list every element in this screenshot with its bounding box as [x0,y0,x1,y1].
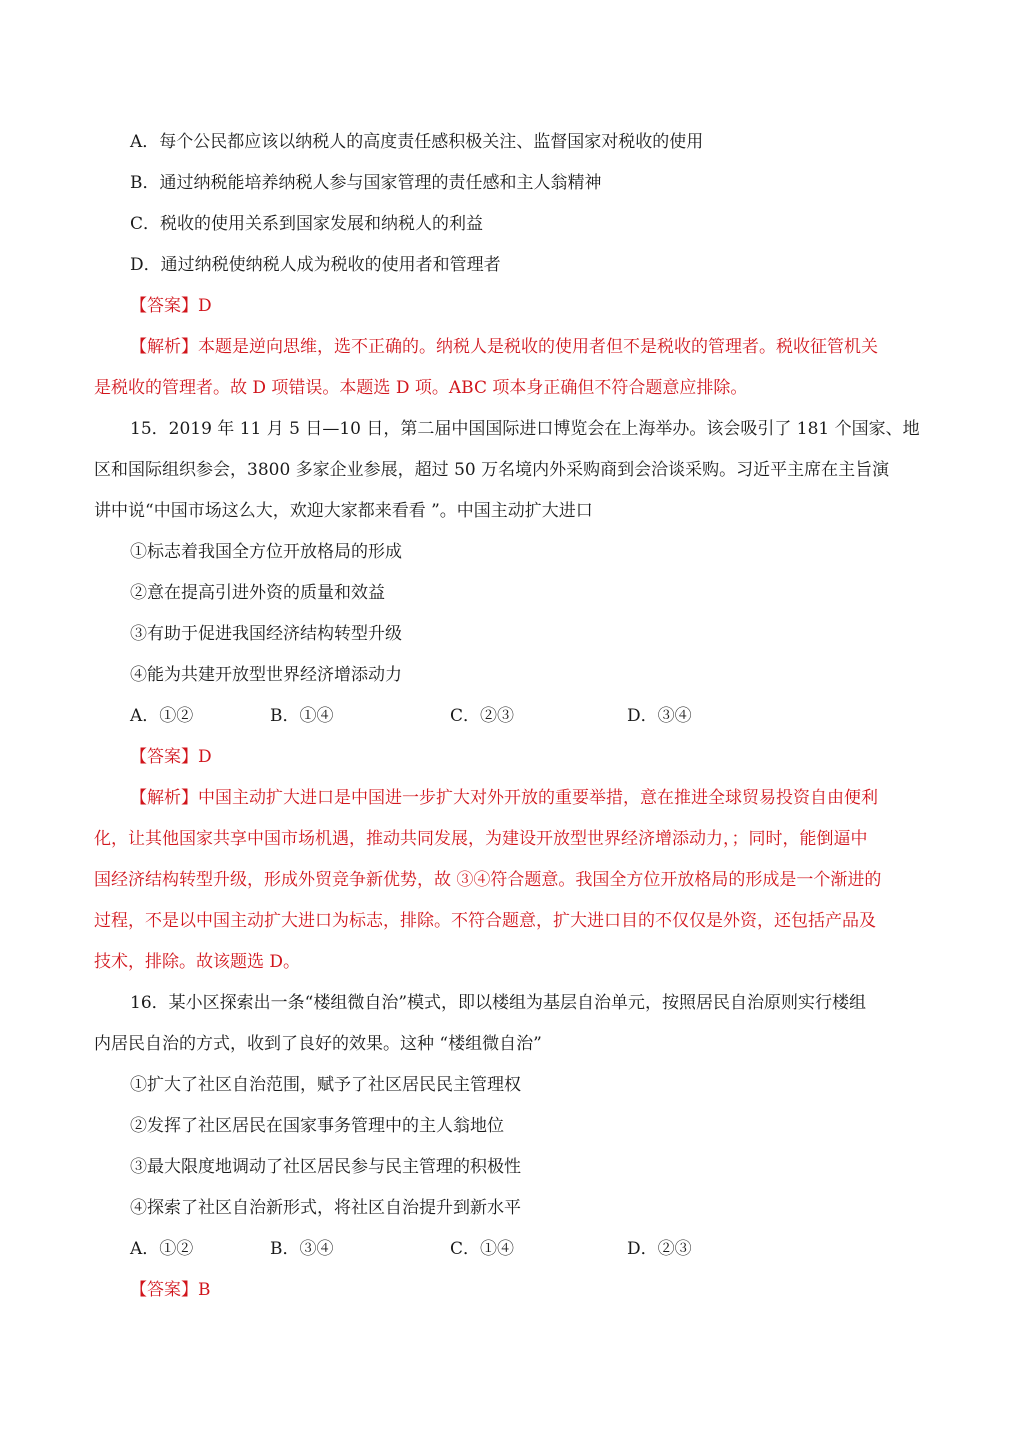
q14-option-c: C．税收的使用关系到国家发展和纳税人的利益 [130,214,484,234]
q15-item-2: ②意在提高引进外资的质量和效益 [130,583,385,603]
q15-analysis-line-5: 技术，排除。故该题选 D。 [94,952,301,972]
q16-stem-line-1: 16．某小区探索出一条“楼组微自治”模式，即以楼组为基层自治单元，按照居民自治原则实行楼组 [130,993,867,1013]
q15-stem-line-2: 区和国际组织参会，3800 多家企业参展，超过 50 万名境内外采购商到会洽谈采购。习近平主席在主旨演 [94,460,890,480]
q15-analysis-line-1: 【解析】中国主动扩大进口是中国进一步扩大对外开放的重要举措，意在推进全球贸易投资自由便利 [130,788,878,808]
q15-item-1: ①标志着我国全方位开放格局的形成 [130,542,402,562]
q16-answer: 【答案】B [130,1280,211,1300]
q15-choice-a: A．①② [130,706,194,726]
q16-choice-c: C．①④ [450,1239,515,1259]
q15-choice-b: B．①④ [270,706,334,726]
q16-choice-b: B．③④ [270,1239,334,1259]
q15-stem-line-3: 讲中说“中国市场这么大，欢迎大家都来看看 ”。中国主动扩大进口 [94,501,593,521]
q14-analysis-line-2: 是税收的管理者。故 D 项错误。本题选 D 项。ABC 项本身正确但不符合题意应排除。 [94,378,748,398]
q16-choice-a: A．①② [130,1239,194,1259]
q14-option-d: D．通过纳税使纳税人成为税收的使用者和管理者 [130,255,501,275]
q16-stem-line-2: 内居民自治的方式，收到了良好的效果。这种 “楼组微自治” [94,1034,542,1054]
q15-item-3: ③有助于促进我国经济结构转型升级 [130,624,402,644]
q16-item-3: ③最大限度地调动了社区居民参与民主管理的积极性 [130,1157,521,1177]
q15-stem-line-1: 15．2019 年 11 月 5 日—10 日，第二届中国国际进口博览会在上海举办。该会吸引了 181 个国家、地 [130,419,920,439]
q15-analysis-line-3: 国经济结构转型升级，形成外贸竞争新优势，故 ③④符合题意。我国全方位开放格局的形成是一个渐进的 [94,870,882,890]
q14-analysis-line-1: 【解析】本题是逆向思维，选不正确的。纳税人是税收的使用者但不是税收的管理者。税收征管机关 [130,337,878,357]
q15-analysis-line-4: 过程，不是以中国主动扩大进口为标志，排除。不符合题意，扩大进口目的不仅仅是外资，还包括产品及 [94,911,876,931]
q16-item-1: ①扩大了社区自治范围，赋予了社区居民民主管理权 [130,1075,521,1095]
q15-answer: 【答案】D [130,747,212,767]
q16-item-2: ②发挥了社区居民在国家事务管理中的主人翁地位 [130,1116,504,1136]
q15-choice-d: D．③④ [627,706,692,726]
q16-choice-d: D．②③ [627,1239,692,1259]
q16-item-4: ④探索了社区自治新形式，将社区自治提升到新水平 [130,1198,521,1218]
q15-choice-c: C．②③ [450,706,515,726]
q14-option-b: B．通过纳税能培养纳税人参与国家管理的责任感和主人翁精神 [130,173,602,193]
q14-answer: 【答案】D [130,296,212,316]
q15-analysis-line-2: 化，让其他国家共享中国市场机遇，推动共同发展，为建设开放型世界经济增添动力，；同时，能倒逼中 [94,829,868,849]
q15-item-4: ④能为共建开放型世界经济增添动力 [130,665,402,685]
q14-option-a: A．每个公民都应该以纳税人的高度责任感积极关注、监督国家对税收的使用 [130,132,704,152]
